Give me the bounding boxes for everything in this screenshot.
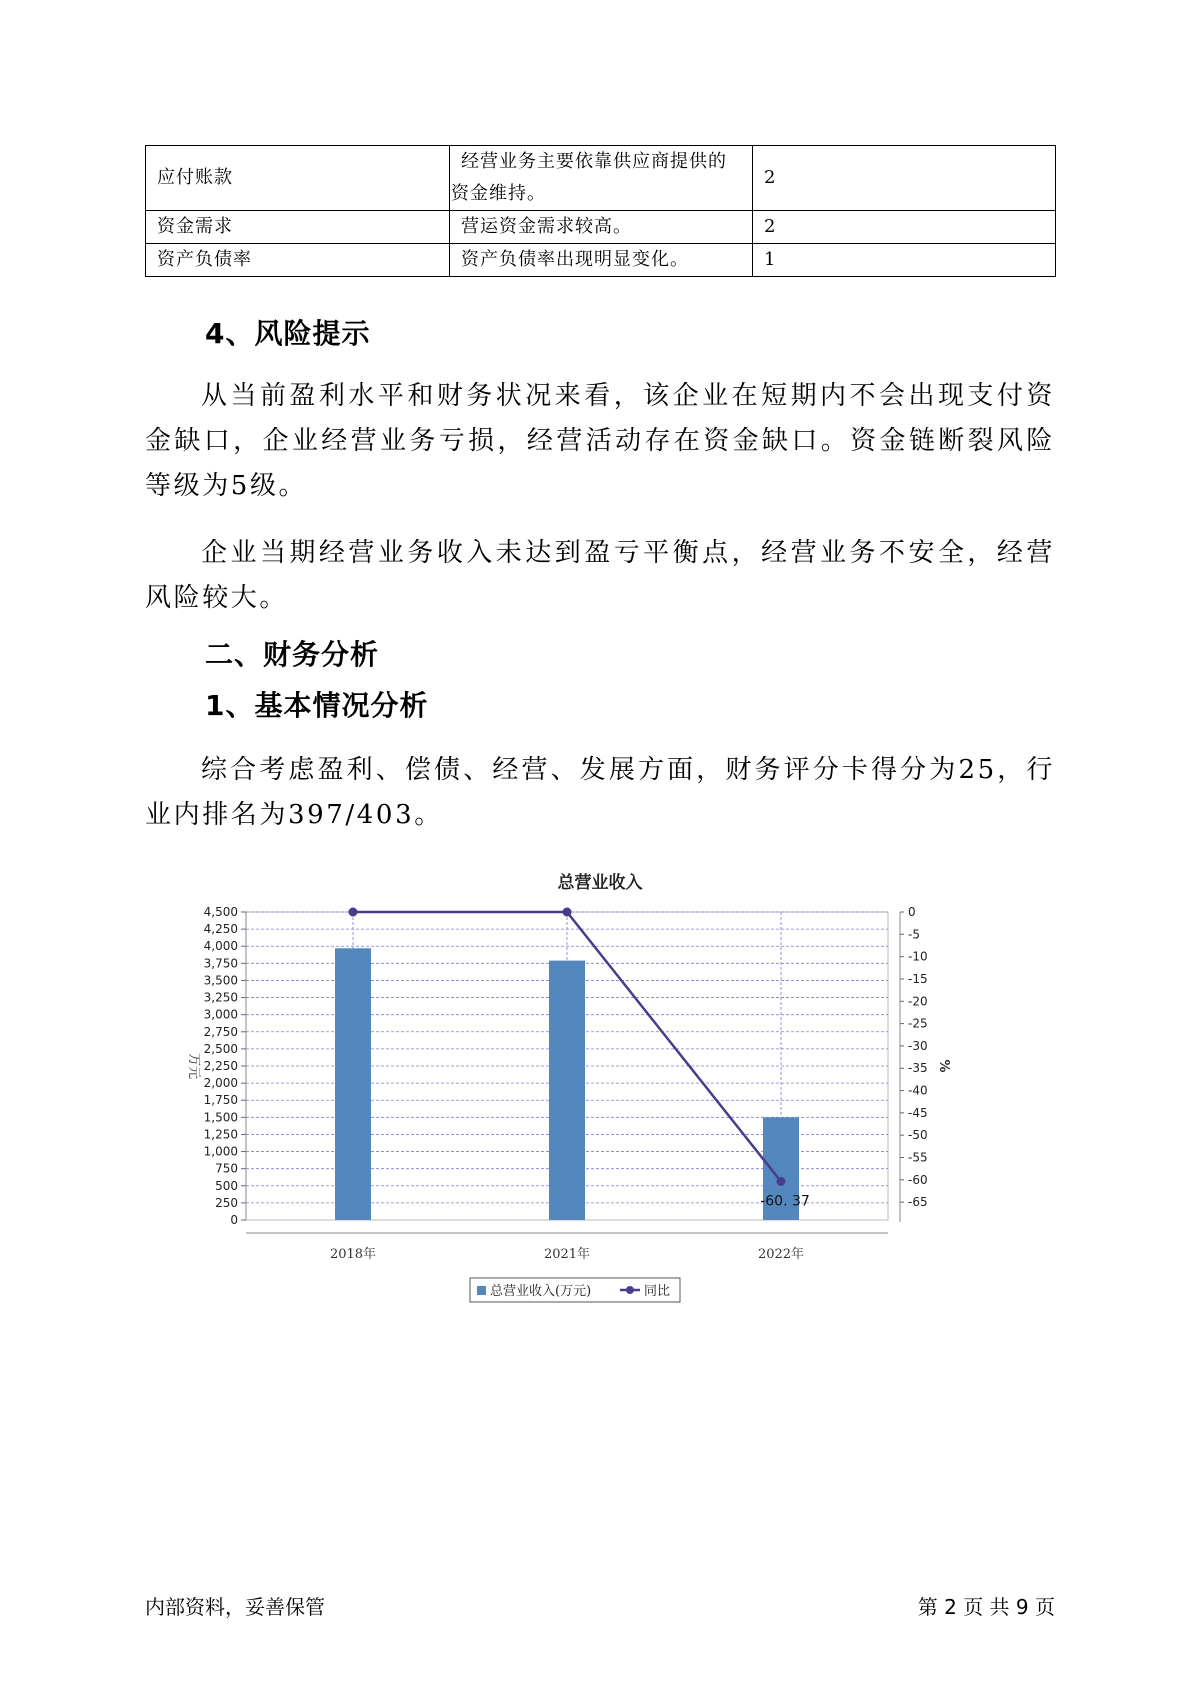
x-tick-label: 2022年 (757, 1247, 805, 1262)
section-heading-risk: 4、风险提示 (205, 317, 371, 350)
left-tick-label: 1,500 (203, 1110, 238, 1125)
yoy-point (777, 1177, 786, 1186)
chart-legend (470, 1278, 680, 1302)
data-label: -60. 37 (760, 1193, 810, 1210)
left-tick-label: 3,250 (203, 990, 238, 1005)
table-cell-level: 2 (753, 146, 1056, 211)
left-tick-label: 750 (215, 1161, 238, 1176)
table-cell-desc-line2: 资金维持。 (451, 183, 546, 204)
table-row (146, 211, 1056, 244)
right-tick-label: -5 (908, 927, 920, 942)
x-tick-label: 2021年 (543, 1247, 591, 1262)
legend-swatch-bar (477, 1286, 486, 1295)
left-tick-label: 1,250 (203, 1127, 238, 1142)
bar (335, 948, 371, 1220)
chart-labels (760, 1193, 810, 1209)
legend-swatch-point (626, 1286, 634, 1294)
left-tick-label: 250 (215, 1195, 238, 1210)
table-cell-desc: 资产负债率出现明显变化。 (450, 244, 753, 277)
revenue-chart (170, 860, 970, 1320)
table-cell-desc: 营运资金需求较高。 (450, 211, 753, 244)
yoy-point (349, 908, 358, 917)
footer-confidential: 内部资料，妥善保管 (145, 1595, 325, 1619)
right-tick-label: 0 (908, 905, 916, 919)
left-tick-label: 500 (215, 1178, 238, 1193)
left-tick-label: 3,750 (203, 956, 238, 971)
left-tick-label: 3,000 (203, 1007, 238, 1022)
legend-label-revenue: 总营业收入(万元) (490, 1284, 592, 1299)
left-tick-label: 2,750 (203, 1024, 238, 1039)
x-tick-label: 2018年 (329, 1247, 377, 1262)
yoy-point (563, 908, 572, 917)
subheading-basic-analysis: 1、基本情况分析 (205, 689, 429, 722)
chart-title: 总营业收入 (557, 873, 643, 893)
risk-table (145, 145, 1056, 277)
table-cell-level: 2 (753, 211, 1056, 244)
right-tick-label: -35 (908, 1061, 928, 1076)
table-cell-item: 资金需求 (146, 211, 450, 244)
paragraph-risk-1: 从当前盈利水平和财务状况来看，该企业在短期内不会出现支付资金缺口，企业经营业务亏损，经营活动存在资金缺口。资金链断裂风险等级为5级。 (145, 381, 1055, 501)
right-tick-label: -65 (908, 1195, 928, 1210)
table-row (146, 244, 1056, 277)
table-cell-item: 应付账款 (146, 146, 450, 211)
right-tick-label: -45 (908, 1105, 928, 1120)
table-cell-desc (450, 146, 753, 211)
table-cell-item: 资产负债率 (146, 244, 450, 277)
left-tick-label: 3,500 (203, 973, 238, 988)
table-cell-desc-line1: 经营业务主要依靠供应商提供的 (461, 151, 727, 172)
left-tick-label: 4,500 (203, 905, 238, 919)
right-tick-label: -40 (908, 1083, 928, 1098)
bar (549, 961, 585, 1220)
left-tick-label: 1,750 (203, 1093, 238, 1108)
right-tick-label: -10 (908, 949, 928, 964)
paragraph-finance: 综合考虑盈利、偿债、经营、发展方面，财务评分卡得分为25，行业内排名为397/403。 (145, 755, 1055, 830)
section-heading-finance: 二、财务分析 (205, 638, 380, 671)
left-tick-label: 0 (230, 1213, 238, 1227)
paragraph-risk-2: 企业当期经营业务收入未达到盈亏平衡点，经营业务不安全，经营风险较大。 (145, 538, 1055, 613)
table-row (146, 146, 1056, 211)
y-axis-left-title: 万元 (186, 1052, 201, 1080)
right-tick-label: -30 (908, 1038, 928, 1053)
left-tick-label: 4,000 (203, 939, 238, 954)
right-tick-label: -60 (908, 1172, 928, 1187)
left-tick-label: 2,000 (203, 1076, 238, 1091)
left-tick-label: 4,250 (203, 922, 238, 937)
footer-page-number: 第 2 页 共 9 页 (917, 1595, 1055, 1619)
right-tick-label: -25 (908, 1016, 928, 1031)
right-tick-label: -50 (908, 1128, 928, 1143)
left-tick-label: 1,000 (203, 1144, 238, 1159)
right-tick-label: -20 (908, 994, 928, 1009)
right-tick-label: -55 (908, 1150, 928, 1165)
left-tick-label: 2,500 (203, 1041, 238, 1056)
table-cell-level: 1 (753, 244, 1056, 277)
y-axis-right-title: % (936, 1059, 951, 1073)
right-tick-label: -15 (908, 971, 928, 986)
left-tick-label: 2,250 (203, 1059, 238, 1073)
legend-label-yoy: 同比 (644, 1284, 671, 1299)
